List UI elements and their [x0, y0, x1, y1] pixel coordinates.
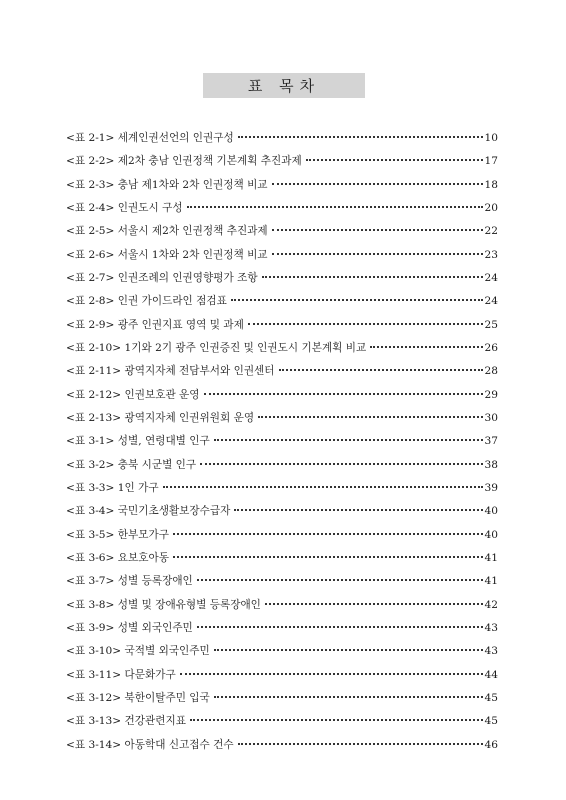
toc-dot-leader — [214, 696, 483, 698]
toc-dot-leader — [231, 299, 483, 301]
toc-entry-page-number: 29 — [484, 388, 498, 401]
toc-dot-leader — [265, 603, 483, 605]
toc-entry[interactable] — [66, 150, 498, 173]
toc-dot-leader — [262, 276, 483, 278]
toc-entry[interactable] — [66, 594, 498, 617]
toc-entry-page-number: 26 — [484, 341, 498, 354]
toc-dot-leader — [200, 463, 482, 465]
toc-entry[interactable] — [66, 174, 498, 197]
toc-entry-label: <표 3-1> 성별, 연령대별 인구 — [66, 435, 210, 448]
toc-entry-label: <표 3-2> 충북 시군별 인구 — [66, 458, 197, 471]
toc-entry-label: <표 2-7> 인권조례의 인권영향평가 조항 — [66, 271, 258, 284]
toc-entry-label: <표 2-13> 광역지자체 인권위원회 운영 — [66, 411, 255, 424]
toc-entry[interactable] — [66, 384, 498, 407]
toc-entry-label: <표 2-12> 인권보호관 운영 — [66, 388, 200, 401]
toc-dot-leader — [197, 579, 483, 581]
toc-dot-leader — [279, 369, 483, 371]
toc-entry-label: <표 2-9> 광주 인권지표 영역 및 과제 — [66, 318, 244, 331]
toc-dot-leader — [204, 393, 483, 395]
toc-entry-page-number: 25 — [484, 318, 498, 331]
page-title-text: 표 목차 — [247, 77, 321, 95]
toc-entry-label: <표 3-8> 성별 및 장애유형별 등록장애인 — [66, 598, 261, 611]
toc-entry-page-number: 43 — [484, 621, 498, 634]
toc-entry-label: <표 2-11> 광역지자체 전담부서와 인권센터 — [66, 365, 275, 378]
toc-entry[interactable] — [66, 617, 498, 640]
table-of-contents-list — [66, 127, 498, 757]
toc-entry[interactable] — [66, 197, 498, 220]
toc-entry-label: <표 2-5> 서울시 제2차 인권정책 추진과제 — [66, 225, 268, 238]
toc-entry[interactable] — [66, 360, 498, 383]
toc-dot-leader — [214, 649, 483, 651]
toc-entry-page-number: 40 — [484, 528, 498, 541]
toc-entry-page-number: 24 — [484, 295, 498, 308]
toc-entry-label: <표 3-12> 북한이탈주민 입국 — [66, 691, 210, 704]
toc-dot-leader — [238, 136, 483, 138]
toc-entry-page-number: 10 — [484, 132, 498, 144]
toc-entry-label: <표 3-4> 국민기초생활보장수급자 — [66, 505, 231, 518]
toc-dot-leader — [248, 323, 483, 325]
toc-entry-page-number: 38 — [484, 458, 498, 471]
toc-entry-page-number: 20 — [484, 201, 498, 214]
toc-entry[interactable] — [66, 640, 498, 663]
toc-entry-page-number: 18 — [484, 178, 498, 191]
toc-entry-page-number: 41 — [484, 551, 498, 564]
toc-entry-label: <표 3-5> 한부모가구 — [66, 528, 169, 541]
toc-entry-label: <표 2-6> 서울시 1차와 2차 인권정책 비교 — [66, 248, 268, 261]
toc-dot-leader — [370, 346, 482, 348]
toc-entry-label: <표 3-9> 성별 외국인주민 — [66, 621, 193, 634]
toc-entry-page-number: 43 — [484, 645, 498, 658]
toc-entry-page-number: 46 — [484, 738, 498, 751]
toc-entry-page-number: 41 — [484, 575, 498, 588]
toc-entry[interactable] — [66, 314, 498, 337]
toc-dot-leader — [173, 533, 483, 535]
toc-entry[interactable] — [66, 524, 498, 547]
toc-dot-leader — [173, 556, 483, 558]
toc-entry[interactable] — [66, 570, 498, 593]
toc-dot-leader — [272, 183, 483, 185]
toc-entry-page-number: 28 — [484, 365, 498, 378]
toc-entry-label: <표 3-7> 성별 등록장애인 — [66, 575, 193, 588]
toc-dot-leader — [272, 229, 483, 231]
toc-entry-page-number: 23 — [484, 248, 498, 261]
toc-entry[interactable] — [66, 477, 498, 500]
toc-entry-label: <표 2-2> 제2차 충남 인권정책 기본계획 추진과제 — [66, 155, 302, 168]
toc-entry-page-number: 44 — [484, 668, 498, 681]
toc-entry-label: <표 3-3> 1인 가구 — [66, 481, 159, 494]
toc-entry-page-number: 24 — [484, 271, 498, 284]
toc-entry-label: <표 3-6> 요보호아동 — [66, 551, 169, 564]
toc-entry[interactable] — [66, 687, 498, 710]
toc-entry-page-number: 39 — [484, 481, 498, 494]
toc-entry[interactable] — [66, 127, 498, 150]
toc-entry[interactable] — [66, 407, 498, 430]
toc-entry[interactable] — [66, 454, 498, 477]
toc-entry-page-number: 40 — [484, 505, 498, 518]
toc-entry[interactable] — [66, 710, 498, 733]
toc-dot-leader — [306, 159, 483, 161]
toc-entry-label: <표 3-10> 국적별 외국인주민 — [66, 645, 210, 658]
toc-entry[interactable] — [66, 267, 498, 290]
toc-entry-page-number: 45 — [484, 691, 498, 704]
toc-dot-leader — [163, 486, 483, 488]
toc-entry-page-number: 30 — [484, 411, 498, 424]
toc-entry-label: <표 2-3> 충남 제1차와 2차 인권정책 비교 — [66, 178, 268, 191]
toc-entry[interactable] — [66, 430, 498, 453]
toc-entry-page-number: 45 — [484, 715, 498, 728]
toc-dot-leader — [214, 439, 483, 441]
toc-dot-leader — [272, 253, 483, 255]
toc-dot-leader — [197, 626, 483, 628]
toc-entry[interactable] — [66, 734, 498, 757]
page-title — [203, 73, 365, 98]
toc-entry-page-number: 37 — [484, 435, 498, 448]
toc-entry[interactable] — [66, 220, 498, 243]
toc-dot-leader — [187, 206, 483, 208]
toc-entry[interactable] — [66, 547, 498, 570]
toc-entry[interactable] — [66, 337, 498, 360]
toc-entry[interactable] — [66, 664, 498, 687]
toc-entry[interactable] — [66, 244, 498, 267]
toc-entry-label: <표 2-1> 세계인권선언의 인권구성 — [66, 132, 234, 144]
toc-entry-page-number: 42 — [484, 598, 498, 611]
toc-entry[interactable] — [66, 500, 498, 523]
toc-dot-leader — [234, 509, 482, 511]
toc-entry-page-number: 17 — [484, 155, 498, 168]
toc-entry-label: <표 2-10> 1기와 2기 광주 인권증진 및 인권도시 기본계획 비교 — [66, 341, 367, 354]
toc-entry-label: <표 3-11> 다문화가구 — [66, 668, 176, 681]
toc-entry-page-number: 22 — [484, 225, 498, 238]
toc-dot-leader — [180, 673, 483, 675]
toc-dot-leader — [190, 719, 483, 721]
toc-dot-leader — [258, 416, 482, 418]
toc-entry-label: <표 2-8> 인권 가이드라인 점검표 — [66, 295, 227, 308]
toc-dot-leader — [238, 743, 483, 745]
toc-entry-label: <표 2-4> 인권도시 구성 — [66, 201, 183, 214]
toc-entry[interactable] — [66, 290, 498, 313]
toc-entry-label: <표 3-14> 아동학대 신고접수 건수 — [66, 738, 234, 751]
toc-entry-label: <표 3-13> 건강관련지표 — [66, 715, 186, 728]
